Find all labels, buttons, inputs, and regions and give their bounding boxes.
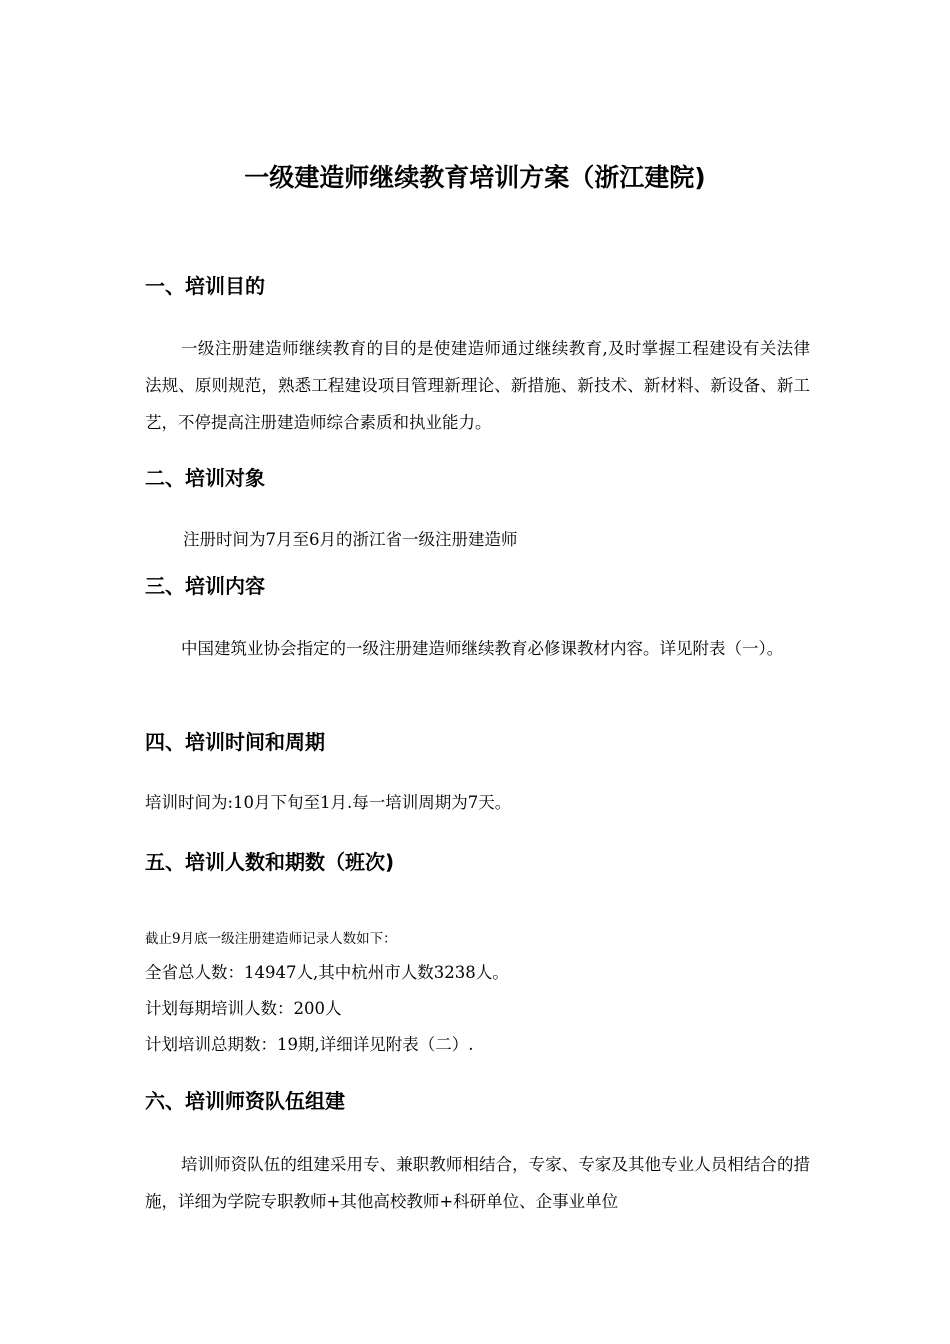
enrollment-line-per-session: 计划每期培训人数：200人 xyxy=(145,999,342,1018)
section-heading-content: 三、培训内容 xyxy=(145,574,265,598)
enrollment-note: 截止9月底一级注册建造师记录人数如下： xyxy=(145,931,397,947)
enrollment-line-total: 全省总人数：14947人,其中杭州市人数3238人。 xyxy=(145,963,509,982)
section-heading-schedule: 四、培训时间和周期 xyxy=(145,730,325,754)
section-paragraph-faculty: 培训师资队伍的组建采用专、兼职教师相结合，专家、专家及其他专业人员相结合的措施，详细为学院专职教师+其他高校教师+科研单位、企事业单位 xyxy=(145,1155,810,1211)
section-heading-faculty: 六、培训师资队伍组建 xyxy=(145,1089,345,1113)
section-line-target: 注册时间为7月至6月的浙江省一级注册建造师 xyxy=(183,530,518,549)
enrollment-line-sessions: 计划培训总期数：19期,详细详见附表（二）. xyxy=(145,1035,474,1054)
document-title: 一级建造师继续教育培训方案（浙江建院) xyxy=(244,163,706,192)
section-line-schedule: 培训时间为:10月下旬至1月.每一培训周期为7天。 xyxy=(145,793,512,812)
section-heading-enrollment: 五、培训人数和期数（班次) xyxy=(145,850,395,874)
section-heading-purpose: 一、培训目的 xyxy=(145,274,265,298)
section-paragraph-purpose: 一级注册建造师继续教育的目的是使建造师通过继续教育,及时掌握工程建设有关法律法规、原则规范，熟悉工程建设项目管理新理论、新措施、新技术、新材料、新设备、新工艺，不停提高注册建造师综合素质和执业能力。 xyxy=(145,339,810,432)
section-paragraph-content: 中国建筑业协会指定的一级注册建造师继续教育必修课教材内容。详见附表（一）。 xyxy=(181,639,784,658)
section-heading-target: 二、培训对象 xyxy=(145,466,265,490)
